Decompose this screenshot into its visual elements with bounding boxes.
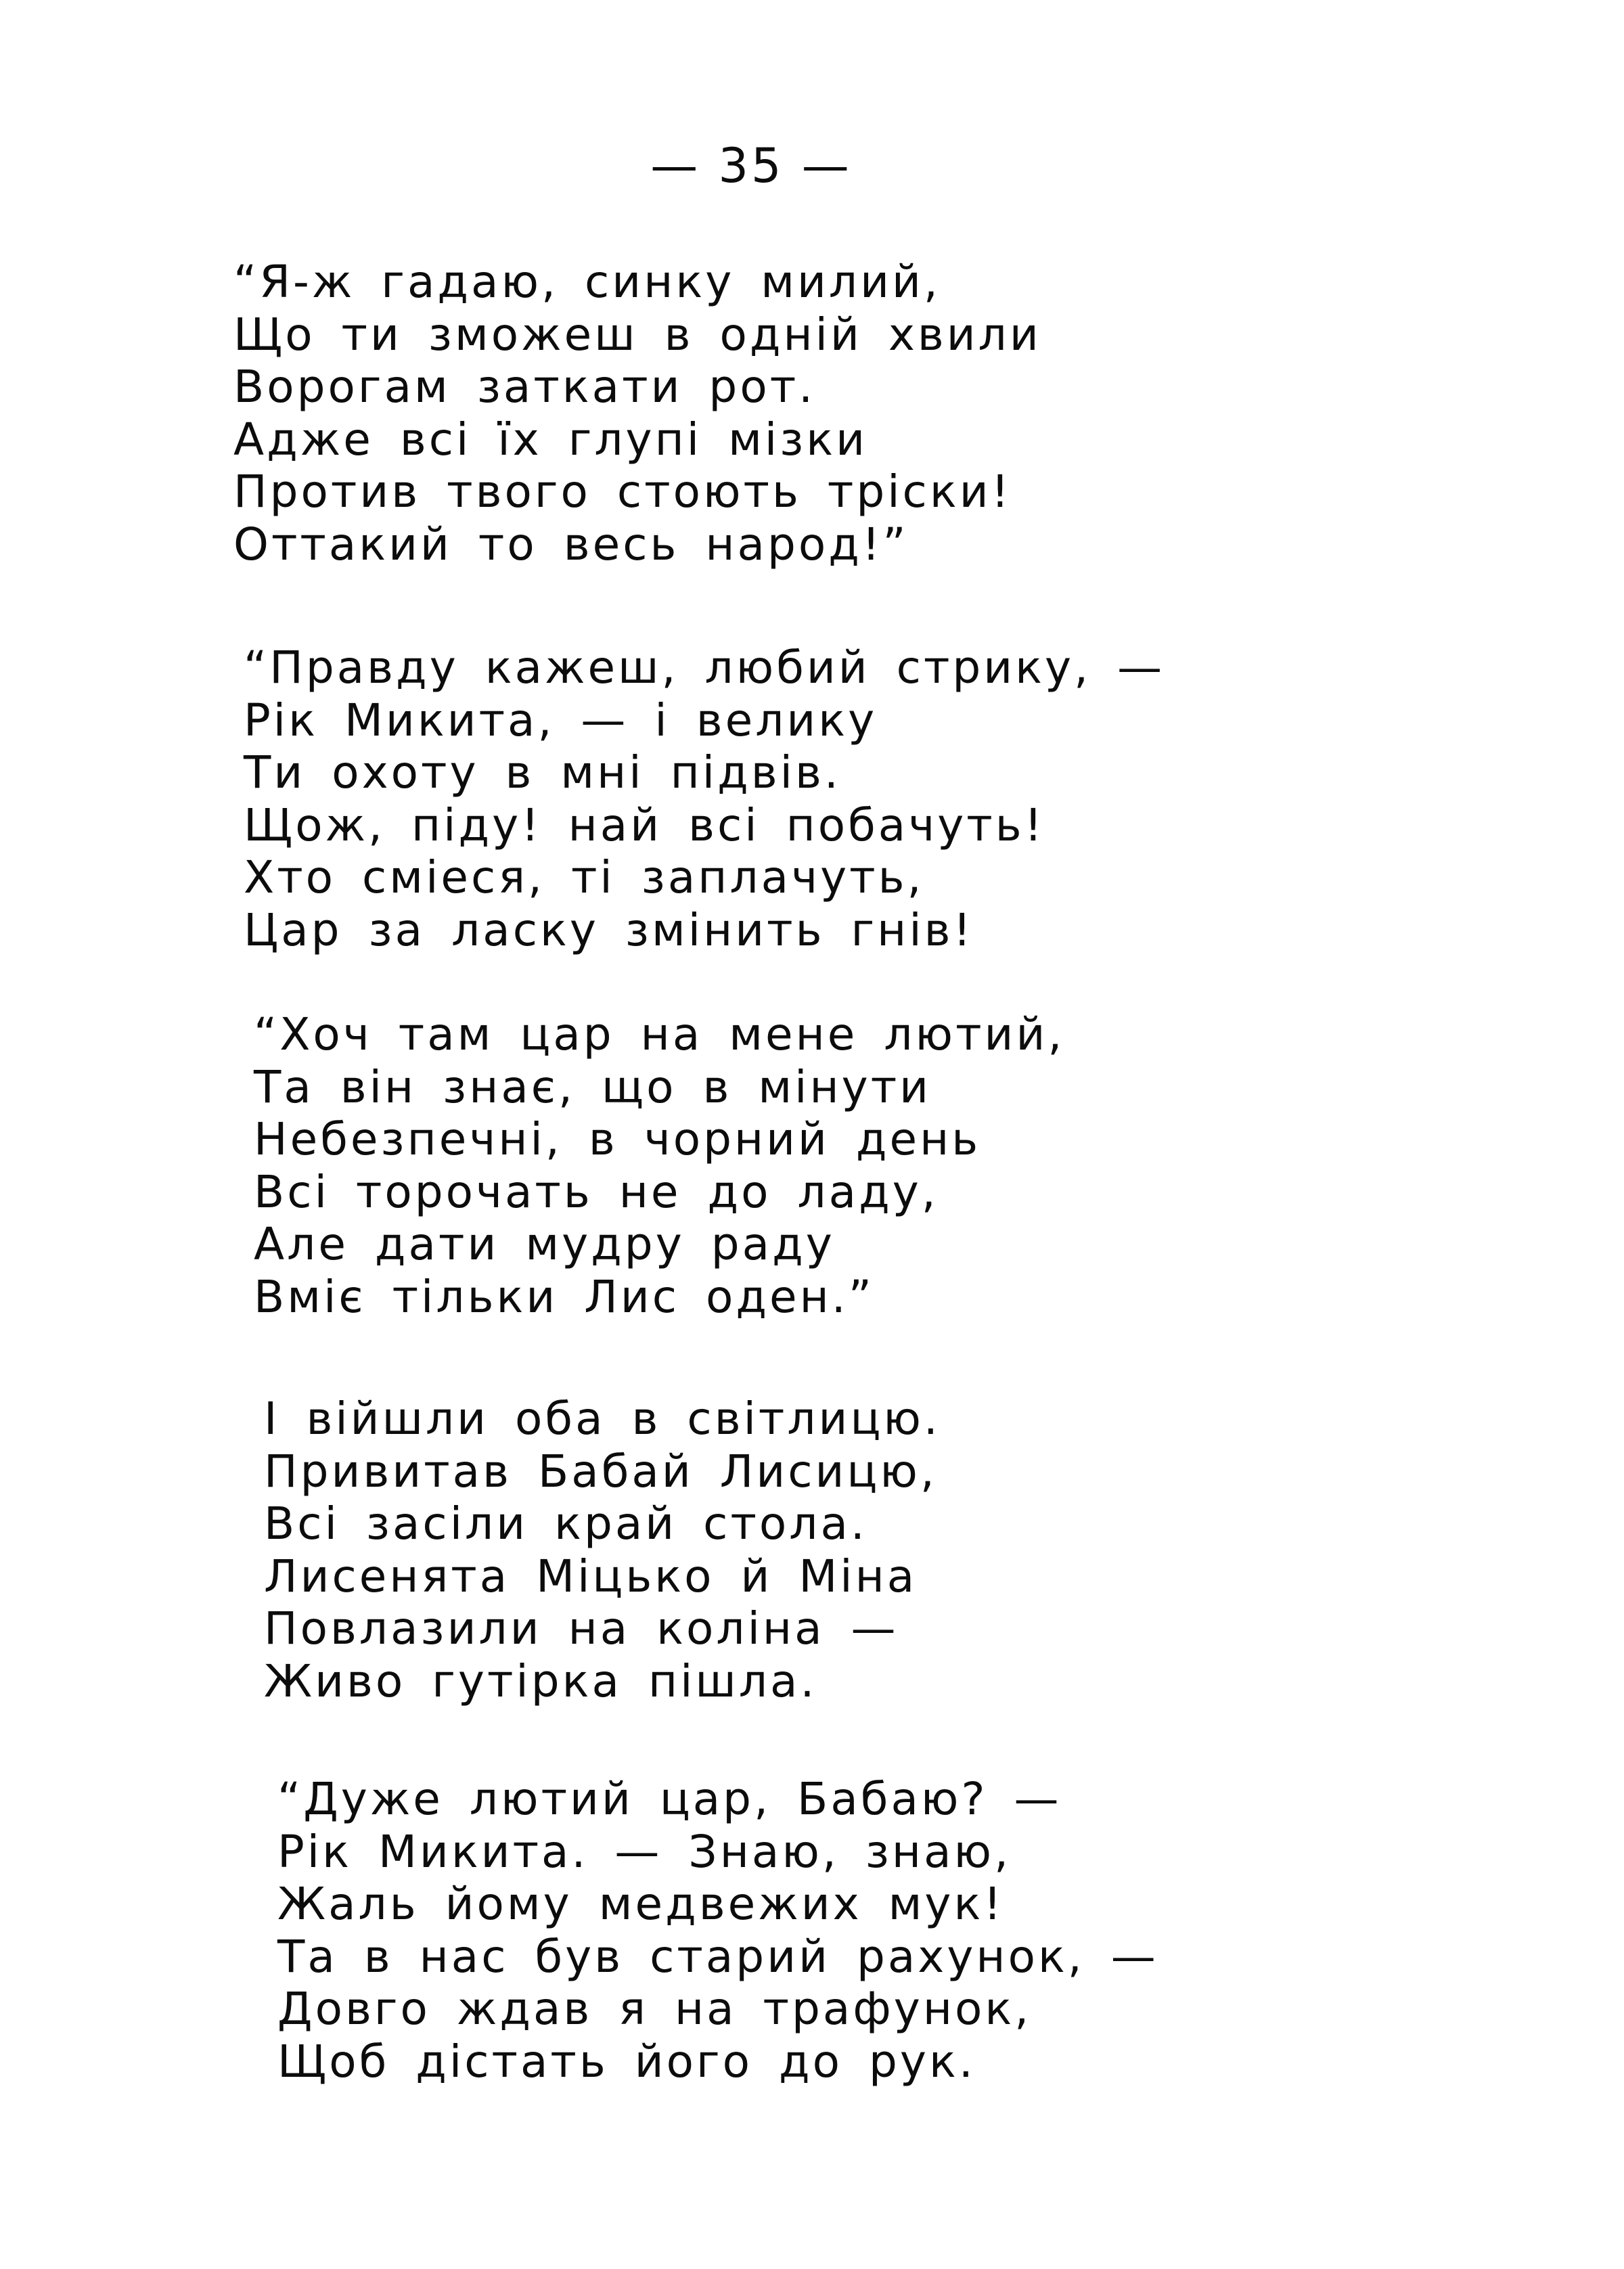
verse-line: Рік Микита, — і велику [244,694,878,746]
verse-line: Щоб дістать його до рук. [277,2035,976,2088]
verse-line: “Дуже лютий цар, Бабаю? — [277,1773,1062,1825]
verse-line: Небезпечні, в чорний день [254,1113,981,1165]
verse-line: “Хоч там цар на мене лютий, [254,1008,1065,1060]
verse-line: Оттакий то весь народ!” [233,518,909,570]
page-number: — 35 — [650,138,852,194]
verse-line: Хто сміеся, ті заплачуть, [244,851,924,903]
verse-line: Всі засіли край стола. [264,1498,867,1550]
verse-line: Ворогам заткати рот. [233,361,816,413]
verse-line: “Правду кажеш, любий стрику, — [244,642,1165,694]
verse-line: Але дати мудру раду [254,1218,835,1270]
verse-line: Та він знає, що в мінути [254,1060,932,1113]
verse-line: Довго ждав я на трафунок, [277,1983,1032,2035]
verse-line: Та в нас був старий рахунок, — [277,1930,1158,1983]
verse-line: Живо гутірка пішла. [264,1655,817,1707]
verse-line: Що ти зможеш в одній хвили [233,308,1041,361]
stanza [277,1773,1158,2088]
verse-line: Лисенята Міцько й Міна [264,1550,918,1602]
verse-line: Цар за ласку змінить гнів! [244,903,974,956]
stanza [233,256,1041,570]
verse-line: Привитав Бабай Лисицю, [264,1445,937,1498]
verse-line: Адже всі їх глупі мізки [233,413,868,466]
verse-line: Против твого стоють тріски! [233,466,1012,518]
verse-line: Ти охоту в мні підвів. [244,746,841,799]
verse-line: Жаль йому медвежих мук! [277,1878,1004,1930]
stanza [254,1008,1064,1323]
verse-line: І війшли оба в світлицю. [264,1393,941,1445]
stanza [264,1393,941,1707]
verse-line: Рік Микита. — Знаю, знаю, [277,1825,1012,1878]
verse-line: Повлазили на коліна — [264,1602,899,1655]
verse-line: Всі торочать не до ладу, [254,1165,939,1218]
verse-line: Вміє тільки Лис оден.” [254,1270,874,1323]
verse-line: Щож, піду! най всі побачуть! [244,799,1045,851]
verse-line: “Я-ж гадаю, синку милий, [233,256,941,308]
stanza [244,642,1165,956]
